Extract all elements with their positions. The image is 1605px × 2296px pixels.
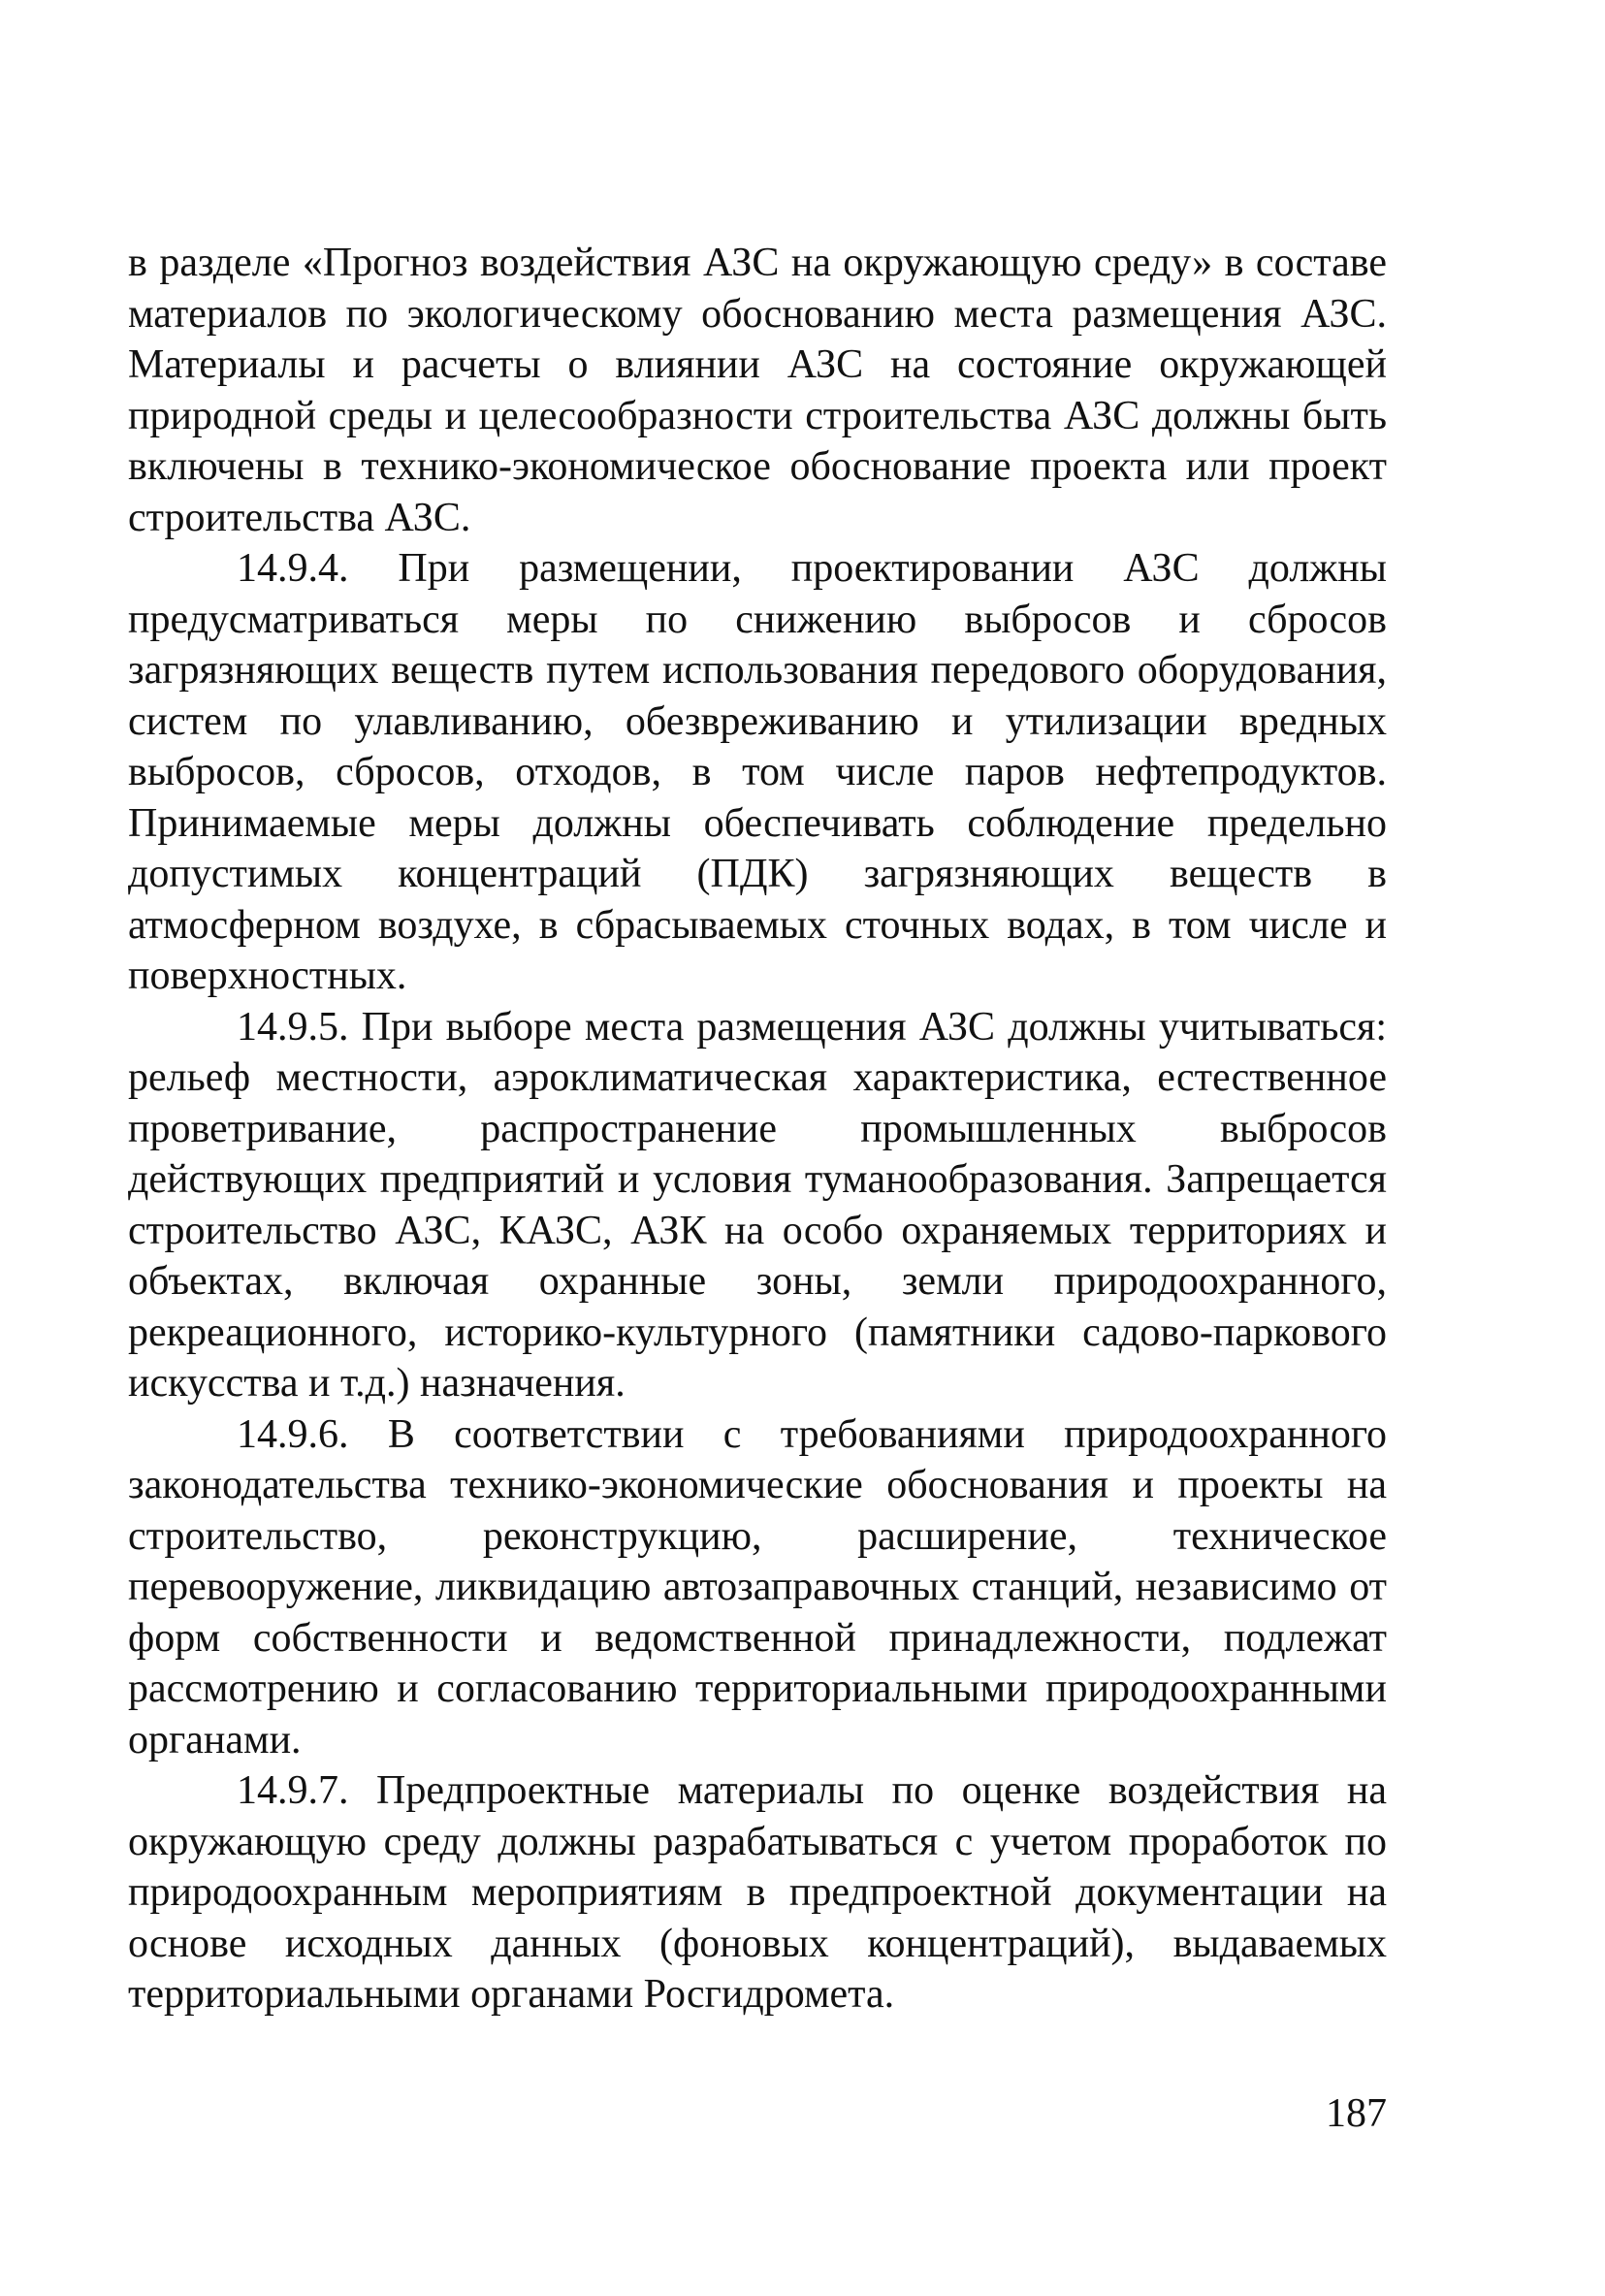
page-number: 187 (1326, 2091, 1387, 2136)
paragraph-14-9-7: 14.9.7. Предпроектные материалы по оценке воздействия на окружающую среду должны разрабатываться с учетом проработок по природоохранным мероприятиям в предпроектной документации на основе исходных данных (фоновых концентраций), выдаваемых территориальными органами Росгидромета. (128, 1768, 1387, 2017)
body-text (128, 238, 1387, 2021)
paragraph-14-9-6: 14.9.6. В соответствии с требованиями природоохранного законодательства технико-экономические обоснования и проекты на строительство, реконструкцию, расширение, техническое перевооружение, ликвидацию автозаправочных станций, независимо от форм собственности и ведомственной принадлежности, подлежат рассмотрению и согласованию территориальными природоохранными органами. (128, 1411, 1387, 1762)
paragraph-14-9-4: 14.9.4. При размещении, проектировании АЗС должны предусматриваться меры по снижению выбросов и сбросов загрязняющих веществ путем использования передового оборудования, систем по улавливанию, обезвреживанию и утилизации вредных выбросов, сбросов, отходов, в том числе паров нефтепродуктов. Принимаемые меры должны обеспечивать соблюдение предельно допустимых концентраций (ПДК) загрязняющих веществ в атмосферном воздухе, в сбрасываемых сточных водах, в том числе и поверхностных. (128, 546, 1387, 998)
paragraph-14-9-5: 14.9.5. При выборе места размещения АЗС должны учитываться: рельеф местности, аэроклиматическая характеристика, естественное проветривание, распространение промышленных выбросов действующих предприятий и условия туманообразования. Запрещается строительство АЗС, КАЗС, АЗК на особо охраняемых территориях и объектах, включая охранные зоны, земли природоохранного, рекреационного, историко-культурного (памятники садово-паркового искусства и т.д.) назначения. (128, 1004, 1387, 1406)
paragraph-continuation: в разделе «Прогноз воздействия АЗС на окружающую среду» в составе материалов по экологическому обоснованию места размещения АЗС. Материалы и расчеты о влиянии АЗС на состояние окружающей природной среды и целесообразности строительства АЗС должны быть включены в технико-экономическое обоснование проекта или проект строительства АЗС. (128, 241, 1387, 540)
